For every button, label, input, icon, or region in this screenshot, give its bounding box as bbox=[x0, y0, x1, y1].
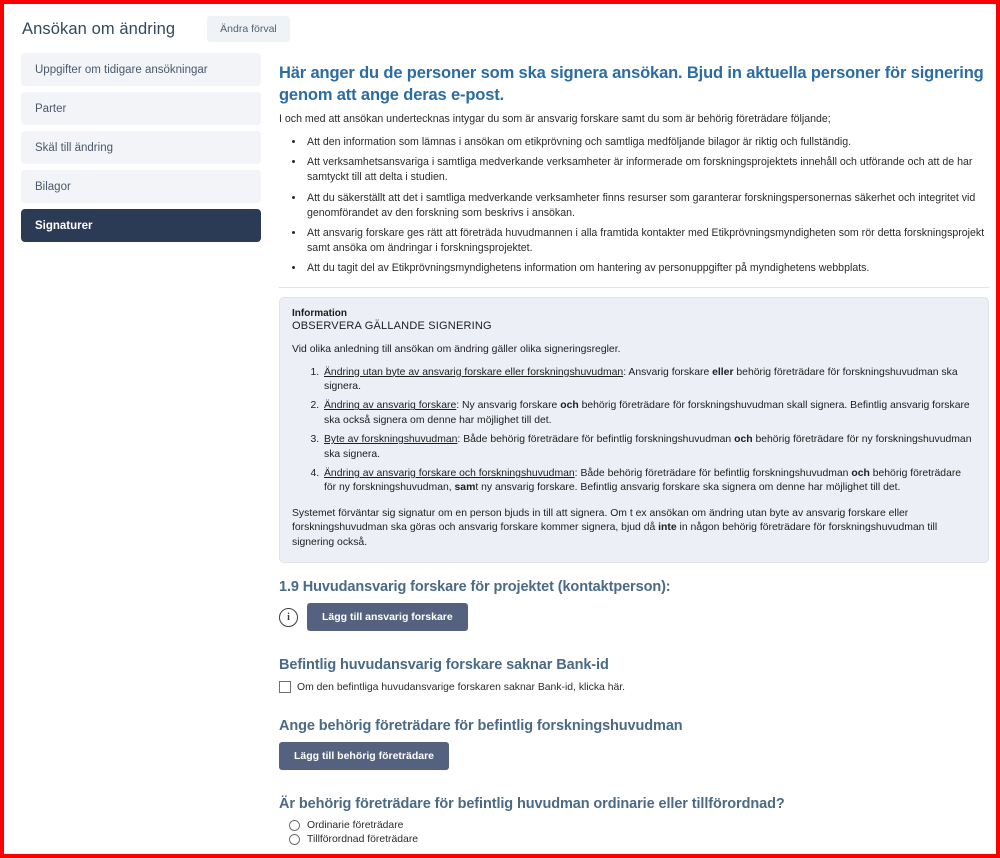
infobox-footer bbox=[292, 507, 976, 550]
infobox-label: Information bbox=[292, 307, 347, 319]
sidebar-item-parter[interactable] bbox=[21, 92, 261, 125]
sidebar-item-label: Uppgifter om tidigare ansökningar bbox=[35, 63, 208, 76]
main-heading: Här anger du de personer som ska signera ansökan. Bjud in aktuella personer för signering genom att ange deras e-post. bbox=[279, 64, 984, 104]
section-divider bbox=[279, 287, 989, 288]
app-header bbox=[8, 8, 1000, 50]
rule-before: : Ansvarig forskare bbox=[623, 366, 713, 378]
sidebar-item-label: Bilagor bbox=[35, 180, 71, 193]
list-item bbox=[322, 366, 976, 395]
content-area bbox=[8, 50, 1000, 858]
rule-term: Ändring av ansvarig forskare och forskningshuvudman bbox=[324, 468, 575, 480]
spacer bbox=[279, 696, 989, 718]
list-item bbox=[322, 433, 976, 462]
section-heading-authorized-rep: Ange behörig företrädare för befintlig forskningshuvudman bbox=[279, 718, 683, 735]
list-item bbox=[322, 399, 976, 428]
rule-after-2: t ny ansvarig forskare. Befintlig ansvarig forskare ska signera om denne har möjlighet till det. bbox=[475, 482, 901, 494]
app-window bbox=[8, 8, 1000, 858]
infobox-subtitle: OBSERVERA GÄLLANDE SIGNERING bbox=[292, 319, 492, 332]
page-title: Ansökan om ändring bbox=[22, 19, 176, 38]
rule-emphasis: eller bbox=[712, 366, 734, 378]
radio-tillforordnad[interactable] bbox=[289, 834, 300, 845]
missing-bankid-checkbox-row[interactable] bbox=[279, 681, 989, 693]
add-responsible-researcher-button[interactable]: Lägg till ansvarig forskare bbox=[307, 603, 468, 631]
sidebar-item-skal-till-andring[interactable] bbox=[21, 131, 261, 164]
infobox-lead: Vid olika anledning till ansökan om ändring gäller olika signeringsregler. bbox=[292, 343, 621, 355]
section-heading-missing-bankid: Befintlig huvudansvarig forskare saknar Bank-id bbox=[279, 657, 609, 674]
section-heading-rep-type: Är behörig företrädare för befintlig huvudman ordinarie eller tillförordnad? bbox=[279, 796, 785, 813]
information-box bbox=[279, 297, 989, 563]
info-icon[interactable]: i bbox=[279, 608, 298, 627]
sidebar-item-signaturer[interactable] bbox=[21, 209, 261, 242]
radio-ordinarie[interactable] bbox=[289, 820, 300, 831]
rule-emphasis: och bbox=[851, 468, 870, 480]
rule-term: Byte av forskningshuvudman bbox=[324, 434, 458, 446]
rule-after: behörig företrädare för forskningshuvudman skall signera. Befintlig ansvarig forskare ska också signera om denne har möjlighet till det. bbox=[324, 400, 970, 426]
list-item: • Att verksamhetsansvariga i samtliga medverkande verksamheter är informerade om forskningsprojektets innehåll och utförande och att de har samtyckt till att delta i studien. bbox=[305, 155, 989, 185]
missing-bankid-label: Om den befintliga huvudansvarige forskaren saknar Bank-id, klicka här. bbox=[297, 681, 626, 693]
rule-before: : Ny ansvarig forskare bbox=[456, 400, 561, 412]
rule-after: behörig företrädare för forskningshuvudman ska signera. bbox=[324, 366, 958, 393]
list-item: • Att ansvarig forskare ges rätt att företräda huvudmannen i alla framtida kontakter med Etikprövningsmyndigheten som rör detta forskningsprojekt samt ansöka om ändringar i forskningsprojektet. bbox=[305, 226, 989, 256]
rule-after: behörig företrädare för ny forskningshuvudman ska signera. bbox=[324, 434, 972, 460]
responsible-researcher-row bbox=[279, 603, 989, 631]
rule-emphasis: och bbox=[560, 400, 579, 412]
list-item: • Att du tagit del av Etikprövningsmyndighetens information om hantering av personuppgifter på myndighetens webbplats. bbox=[305, 261, 989, 276]
spacer bbox=[279, 635, 989, 657]
sidebar-nav bbox=[21, 53, 261, 248]
rep-type-option-tillforordnad[interactable] bbox=[279, 834, 989, 845]
rule-emphasis-2: sam bbox=[454, 482, 476, 494]
rule-term: Ändring av ansvarig forskare bbox=[324, 400, 457, 412]
rep-type-option-ordinarie[interactable] bbox=[279, 820, 989, 831]
add-authorized-rep-button[interactable]: Lägg till behörig företrädare bbox=[279, 742, 449, 770]
rule-term: Ändring utan byte av ansvarig forskare eller forskningshuvudman bbox=[324, 366, 624, 378]
spacer bbox=[279, 774, 989, 796]
missing-bankid-checkbox[interactable] bbox=[279, 681, 291, 693]
sidebar-item-uppgifter[interactable] bbox=[21, 53, 261, 86]
signing-rules-list bbox=[292, 366, 976, 496]
radio-label: Ordinarie företrädare bbox=[307, 820, 404, 832]
pledge-list bbox=[279, 135, 989, 277]
rule-after: behörig företrädare för ny forskningshuvudman, bbox=[324, 468, 962, 494]
infobox-footer-before: Systemet förväntar sig signatur om en person bjuds in till att signera. Om t ex ansökan om ändring utan byte av ansvarig forskare eller forskningshuvudman ska göras och ansvarig forskare kommer signera, bjud då bbox=[292, 507, 909, 534]
list-item: • Att den information som lämnas i ansökan om etikprövning och samtliga medföljande bilagor är riktig och fullständig. bbox=[305, 135, 989, 150]
rule-before: : Både behörig företrädare för befintlig forskningshuvudman bbox=[457, 434, 735, 446]
section-heading-responsible-researcher: 1.9 Huvudansvarig forskare för projektet (kontaktperson): bbox=[279, 579, 671, 596]
sidebar-item-label: Signaturer bbox=[35, 219, 93, 232]
infobox-footer-emphasis: inte bbox=[658, 522, 677, 534]
sidebar-item-label: Parter bbox=[35, 102, 67, 115]
rule-before: : Både behörig företrädare för befintlig forskningshuvudman bbox=[574, 468, 852, 480]
change-preferences-button[interactable]: Ändra förval bbox=[207, 16, 290, 42]
radio-label: Tillförordnad företrädare bbox=[307, 834, 419, 846]
infobox-footer-after: in någon behörig företrädare för forskningshuvudman till signering också. bbox=[292, 522, 938, 548]
list-item bbox=[322, 467, 976, 496]
sidebar-item-bilagor[interactable] bbox=[21, 170, 261, 203]
sidebar-item-label: Skäl till ändring bbox=[35, 141, 113, 154]
intro-paragraph: I och med att ansökan undertecknas intygar du som är ansvarig forskare samt du som är behörig företrädare följande; bbox=[279, 113, 831, 125]
rule-emphasis: och bbox=[734, 434, 753, 446]
list-item: • Att du säkerställt att det i samtliga medverkande verksamheter finns resurser som garanterar forskningspersonernas säkerhet och integritet vid genomförandet av den forskning som beskrivs i ansökan. bbox=[305, 191, 989, 221]
authorized-rep-row bbox=[279, 742, 989, 770]
main-panel bbox=[279, 62, 989, 848]
